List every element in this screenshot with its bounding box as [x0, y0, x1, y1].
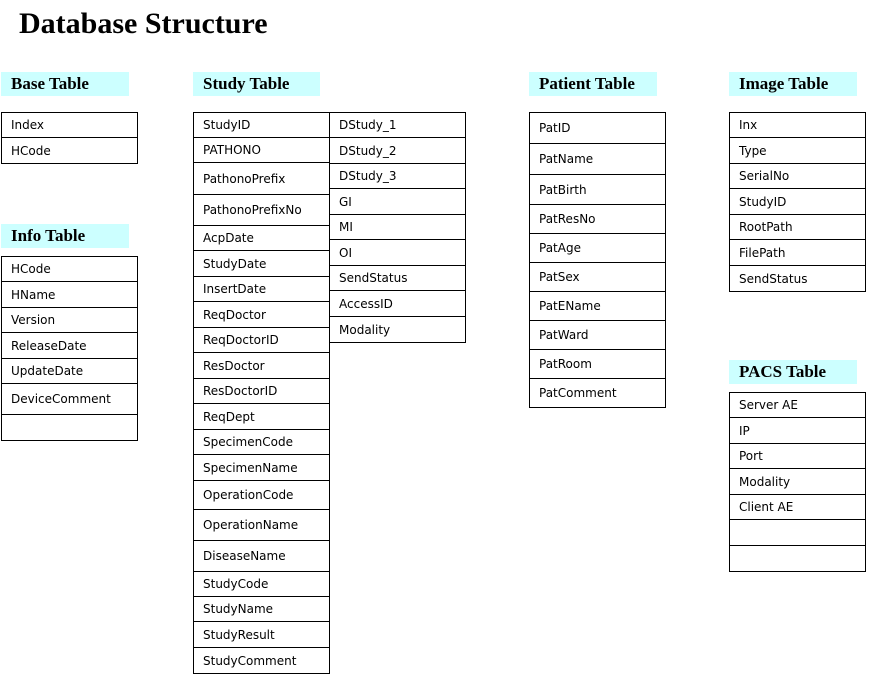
- table-field: PatResNo: [530, 205, 665, 234]
- study-table-extra: [329, 112, 466, 343]
- image-table-header: Image Table: [729, 72, 857, 96]
- table-field: StudyComment: [203, 653, 297, 668]
- table-field: PatID: [530, 113, 665, 144]
- table-field: [730, 520, 865, 546]
- table-field: [730, 546, 865, 571]
- pacs-table-header: PACS Table: [729, 360, 857, 384]
- table-field: GI: [330, 189, 465, 215]
- table-field: PatSex: [530, 263, 665, 292]
- table-field: Modality: [339, 322, 391, 337]
- table-field: SendStatus: [739, 271, 808, 286]
- image-table: [729, 112, 866, 292]
- page-title: Database Structure: [19, 7, 268, 40]
- table-field: OI: [330, 240, 465, 266]
- study-table: [193, 112, 330, 674]
- table-field: Server AE: [730, 393, 865, 418]
- table-field: PATHONO: [194, 138, 329, 163]
- table-field: DStudy_1: [330, 113, 465, 138]
- table-field: StudyResult: [194, 622, 329, 648]
- table-field: ReleaseDate: [2, 333, 137, 359]
- table-field: HCode: [11, 143, 51, 158]
- table-field: StudyName: [194, 597, 329, 622]
- table-field: AcpDate: [194, 226, 329, 251]
- table-field: UpdateDate: [2, 359, 137, 384]
- table-field: StudyID: [194, 113, 329, 138]
- table-field: Inx: [730, 113, 865, 138]
- table-field: Index: [2, 113, 137, 138]
- table-field: SendStatus: [330, 266, 465, 291]
- base-table: [1, 112, 138, 164]
- table-field: IP: [730, 418, 865, 444]
- info-table: [1, 256, 138, 441]
- table-field: MI: [330, 215, 465, 240]
- table-field: StudyDate: [194, 251, 329, 277]
- table-field: PatAge: [530, 234, 665, 263]
- info-table-header: Info Table: [1, 224, 129, 248]
- table-field: Client AE: [730, 495, 865, 520]
- patient-table-header: Patient Table: [529, 72, 657, 96]
- table-field: AccessID: [330, 291, 465, 317]
- table-field: [2, 415, 137, 440]
- table-field: InsertDate: [194, 277, 329, 302]
- table-field: PathonoPrefixNo: [194, 195, 329, 226]
- table-field: OperationName: [194, 510, 329, 541]
- table-field: PatEName: [530, 292, 665, 321]
- table-field: SpecimenCode: [194, 430, 329, 455]
- table-field: Modality: [730, 469, 865, 495]
- table-field: Type: [730, 138, 865, 164]
- table-field: PatRoom: [530, 350, 665, 379]
- table-field: SerialNo: [730, 164, 865, 189]
- table-field: HName: [2, 282, 137, 308]
- pacs-table: [729, 392, 866, 572]
- table-field: RootPath: [730, 215, 865, 240]
- table-field: PatBirth: [530, 175, 665, 205]
- patient-table: [529, 112, 666, 408]
- table-field: Version: [2, 308, 137, 333]
- table-field: ReqDoctorID: [194, 328, 329, 353]
- base-table-header: Base Table: [1, 72, 129, 96]
- table-field: DiseaseName: [194, 541, 329, 572]
- table-field: DStudy_3: [330, 164, 465, 189]
- table-field: StudyCode: [194, 572, 329, 597]
- table-field: Port: [730, 444, 865, 469]
- table-field: DStudy_2: [330, 138, 465, 164]
- table-field: PatName: [530, 144, 665, 175]
- table-field: ResDoctor: [194, 353, 329, 379]
- table-field: PatComment: [539, 386, 617, 400]
- study-table-header: Study Table: [193, 72, 320, 96]
- table-field: FilePath: [730, 240, 865, 266]
- table-field: ReqDoctor: [194, 302, 329, 328]
- table-field: ResDoctorID: [194, 379, 329, 404]
- table-field: DeviceComment: [2, 384, 137, 415]
- table-field: PatWard: [530, 321, 665, 350]
- table-field: StudyID: [730, 189, 865, 215]
- table-field: OperationCode: [194, 481, 329, 510]
- table-field: ReqDept: [194, 404, 329, 430]
- table-field: PathonoPrefix: [194, 163, 329, 195]
- table-field: SpecimenName: [194, 455, 329, 481]
- table-field: HCode: [2, 257, 137, 282]
